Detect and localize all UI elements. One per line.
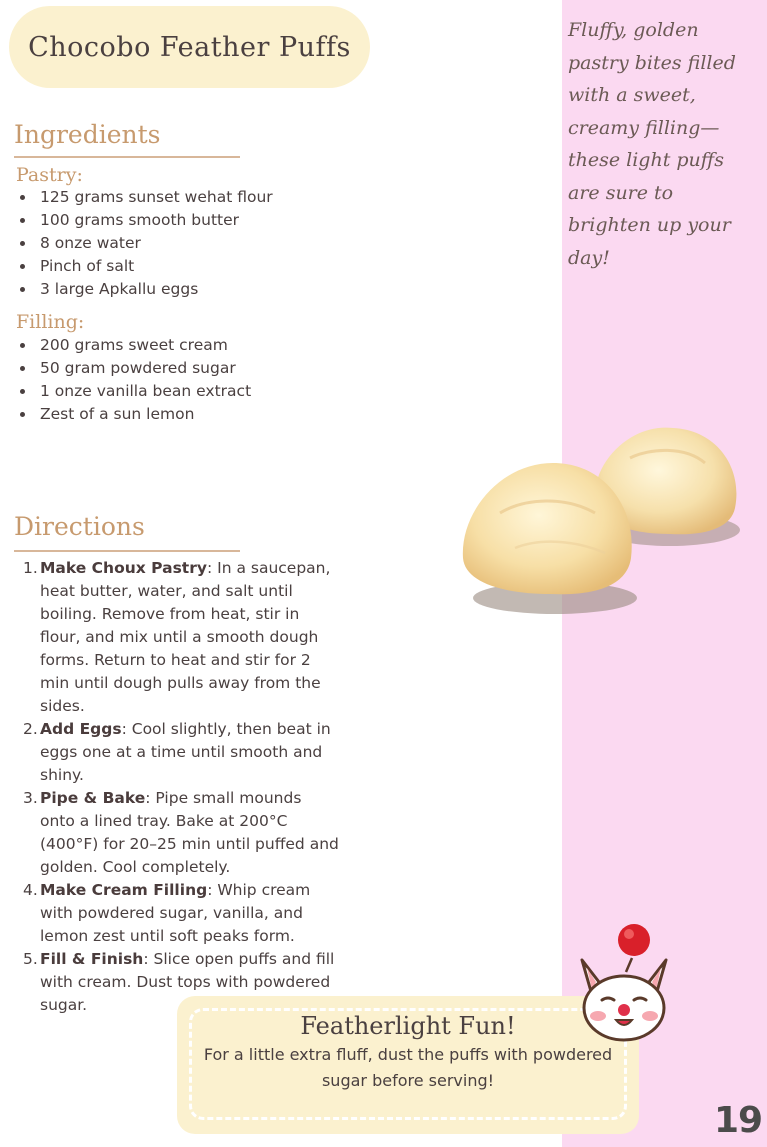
title-banner <box>9 6 370 88</box>
list-item: Zest of a sun lemon <box>40 403 251 426</box>
list-item: 8 onze water <box>40 232 273 255</box>
step-title: Pipe & Bake <box>40 789 146 807</box>
step-number: 3. <box>23 789 38 807</box>
list-item: 3 large Apkallu eggs <box>40 278 273 301</box>
tip-box <box>177 996 639 1134</box>
tagline: Fluffy, golden pastry bites filled with a sweet, creamy filling—these light puffs are sure to brighten up your day! <box>568 19 736 269</box>
step-number: 2. <box>23 720 38 738</box>
step-title: Make Choux Pastry <box>40 559 207 577</box>
tip-text: For a little extra fluff, dust the puffs with powdered sugar before serving! <box>203 1045 613 1090</box>
step-title: Fill & Finish <box>40 950 144 968</box>
moogle-icon <box>574 920 674 1045</box>
directions-heading: Directions <box>14 512 145 541</box>
direction-step <box>23 718 340 787</box>
tip-title: Featherlight Fun! <box>300 1012 516 1040</box>
filling-subheading: Filling: <box>16 311 85 333</box>
step-text: : Pipe small mounds onto a lined tray. Bake at 200°C (400°F) for 20–25 min until puffed and golden. Cool completely. <box>40 789 339 876</box>
list-item: Pinch of salt <box>40 255 273 278</box>
ingredients-divider <box>14 156 240 158</box>
step-text: : Cool slightly, then beat in eggs one at a time until smooth and shiny. <box>40 720 331 784</box>
list-item: 125 grams sunset wehat flour <box>40 186 273 209</box>
list-item: 200 grams sweet cream <box>40 334 251 357</box>
direction-step <box>23 557 340 718</box>
step-title: Make Cream Filling <box>40 881 208 899</box>
step-number: 5. <box>23 950 38 968</box>
step-text: : Slice open puffs and fill with cream. Dust tops with powdered sugar. <box>40 950 335 1014</box>
ingredients-heading: Ingredients <box>14 120 161 149</box>
list-item: 1 onze vanilla bean extract <box>40 380 251 403</box>
step-number: 1. <box>23 559 38 577</box>
directions-list <box>23 557 340 1017</box>
filling-list <box>40 334 251 426</box>
step-text: : Whip cream with powdered sugar, vanilla, and lemon zest until soft peaks form. <box>40 881 311 945</box>
pastry-subheading: Pastry: <box>16 164 83 186</box>
page-number: 19 <box>714 1100 763 1141</box>
list-item: 100 grams smooth butter <box>40 209 273 232</box>
pastry-list <box>40 186 273 301</box>
cream-puffs-illustration <box>455 418 745 618</box>
direction-step <box>23 879 340 948</box>
directions-divider <box>14 550 240 552</box>
step-title: Add Eggs <box>40 720 122 738</box>
direction-step <box>23 787 340 879</box>
step-text: : In a saucepan, heat butter, water, and salt until boiling. Remove from heat, stir in flour, and mix until a smooth dough forms. Return to heat and stir for 2 min until dough pulls away from the sides. <box>40 559 331 715</box>
step-number: 4. <box>23 881 38 899</box>
list-item: 50 gram powdered sugar <box>40 357 251 380</box>
page-title: Chocobo Feather Puffs <box>28 31 351 63</box>
